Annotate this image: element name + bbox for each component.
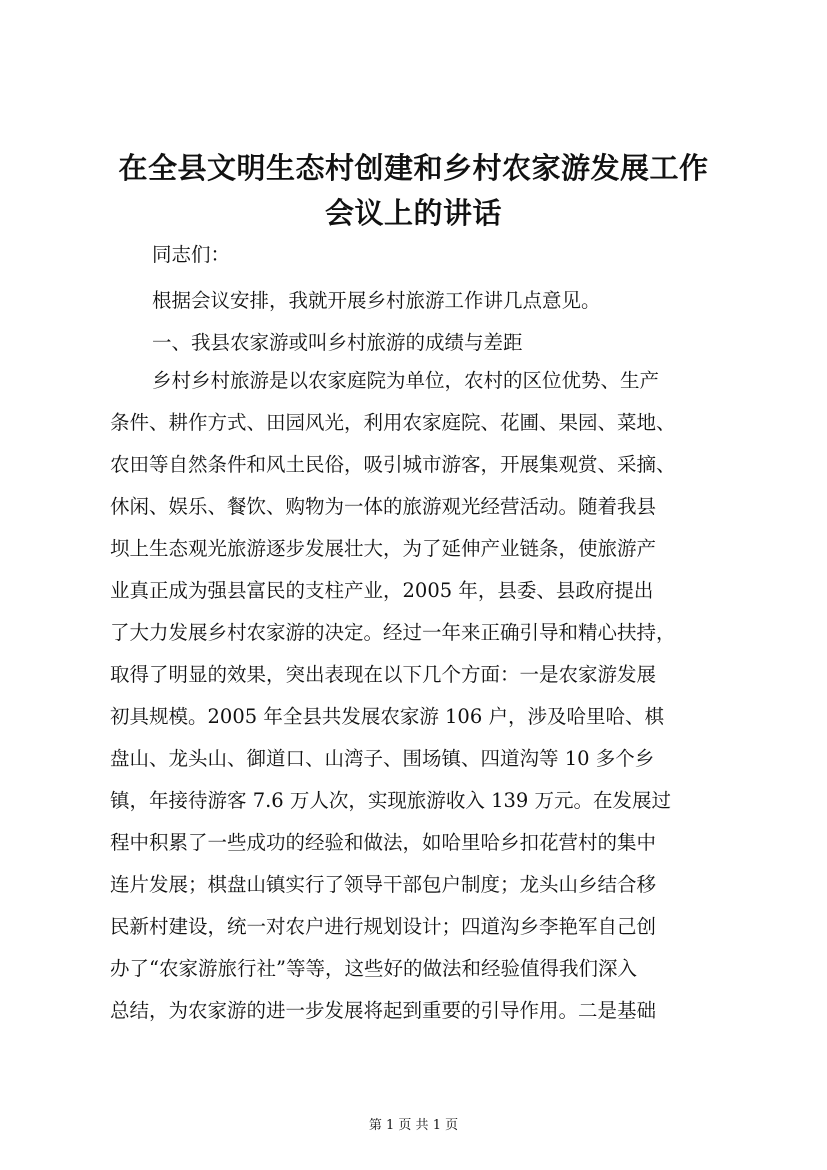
body-line: 镇，年接待游客 7.6 万人次，实现旅游收入 139 万元。在发展过 [110, 789, 672, 812]
body-line: 初具规模。2005 年全县共发展农家游 106 户，涉及哈里哈、棋 [110, 705, 664, 728]
document-title-line-1: 在全县文明生态村创建和乡村农家游发展工作 [118, 151, 709, 185]
body-line: 办了“农家游旅行社”等等，这些好的做法和经验值得我们深入 [110, 957, 637, 980]
body-line: 业真正成为强县富民的支柱产业，2005 年，县委、县政府提出 [110, 579, 654, 602]
body-line: 条件、耕作方式、田园风光，利用农家庭院、花圃、果园、菜地、 [110, 411, 676, 434]
body-line: 连片发展；棋盘山镇实行了领导干部包户制度；龙头山乡结合移 [110, 873, 657, 896]
document-title-line-2: 会议上的讲话 [324, 196, 502, 230]
body-line: 民新村建设，统一对农户进行规划设计；四道沟乡李艳军自己创 [110, 915, 657, 938]
greeting: 同志们： [152, 243, 231, 266]
body-line: 了大力发展乡村农家游的决定。经过一年来正确引导和精心扶持， [110, 621, 676, 644]
section-heading: 一、我县农家游或叫乡村旅游的成绩与差距 [152, 331, 523, 354]
body-line: 取得了明显的效果，突出表现在以下几个方面：一是农家游发展 [110, 663, 657, 686]
intro-paragraph: 根据会议安排，我就开展乡村旅游工作讲几点意见。 [152, 289, 601, 312]
page-footer: 第 1 页 共 1 页 [368, 1118, 459, 1133]
body-line: 盘山、龙头山、御道口、山湾子、围场镇、四道沟等 10 多个乡 [110, 747, 655, 770]
body-line: 农田等自然条件和风土民俗，吸引城市游客，开展集观赏、采摘、 [110, 453, 676, 476]
body-line: 乡村乡村旅游是以农家庭院为单位，农村的区位优势、生产 [152, 369, 660, 392]
body-line: 坝上生态观光旅游逐步发展壮大，为了延伸产业链条，使旅游产 [110, 537, 657, 560]
body-line: 休闲、娱乐、餐饮、购物为一体的旅游观光经营活动。随着我县 [110, 495, 657, 518]
body-line: 总结，为农家游的进一步发展将起到重要的引导作用。二是基础 [110, 999, 657, 1022]
body-line: 程中积累了一些成功的经验和做法，如哈里哈乡扣花营村的集中 [110, 831, 657, 854]
